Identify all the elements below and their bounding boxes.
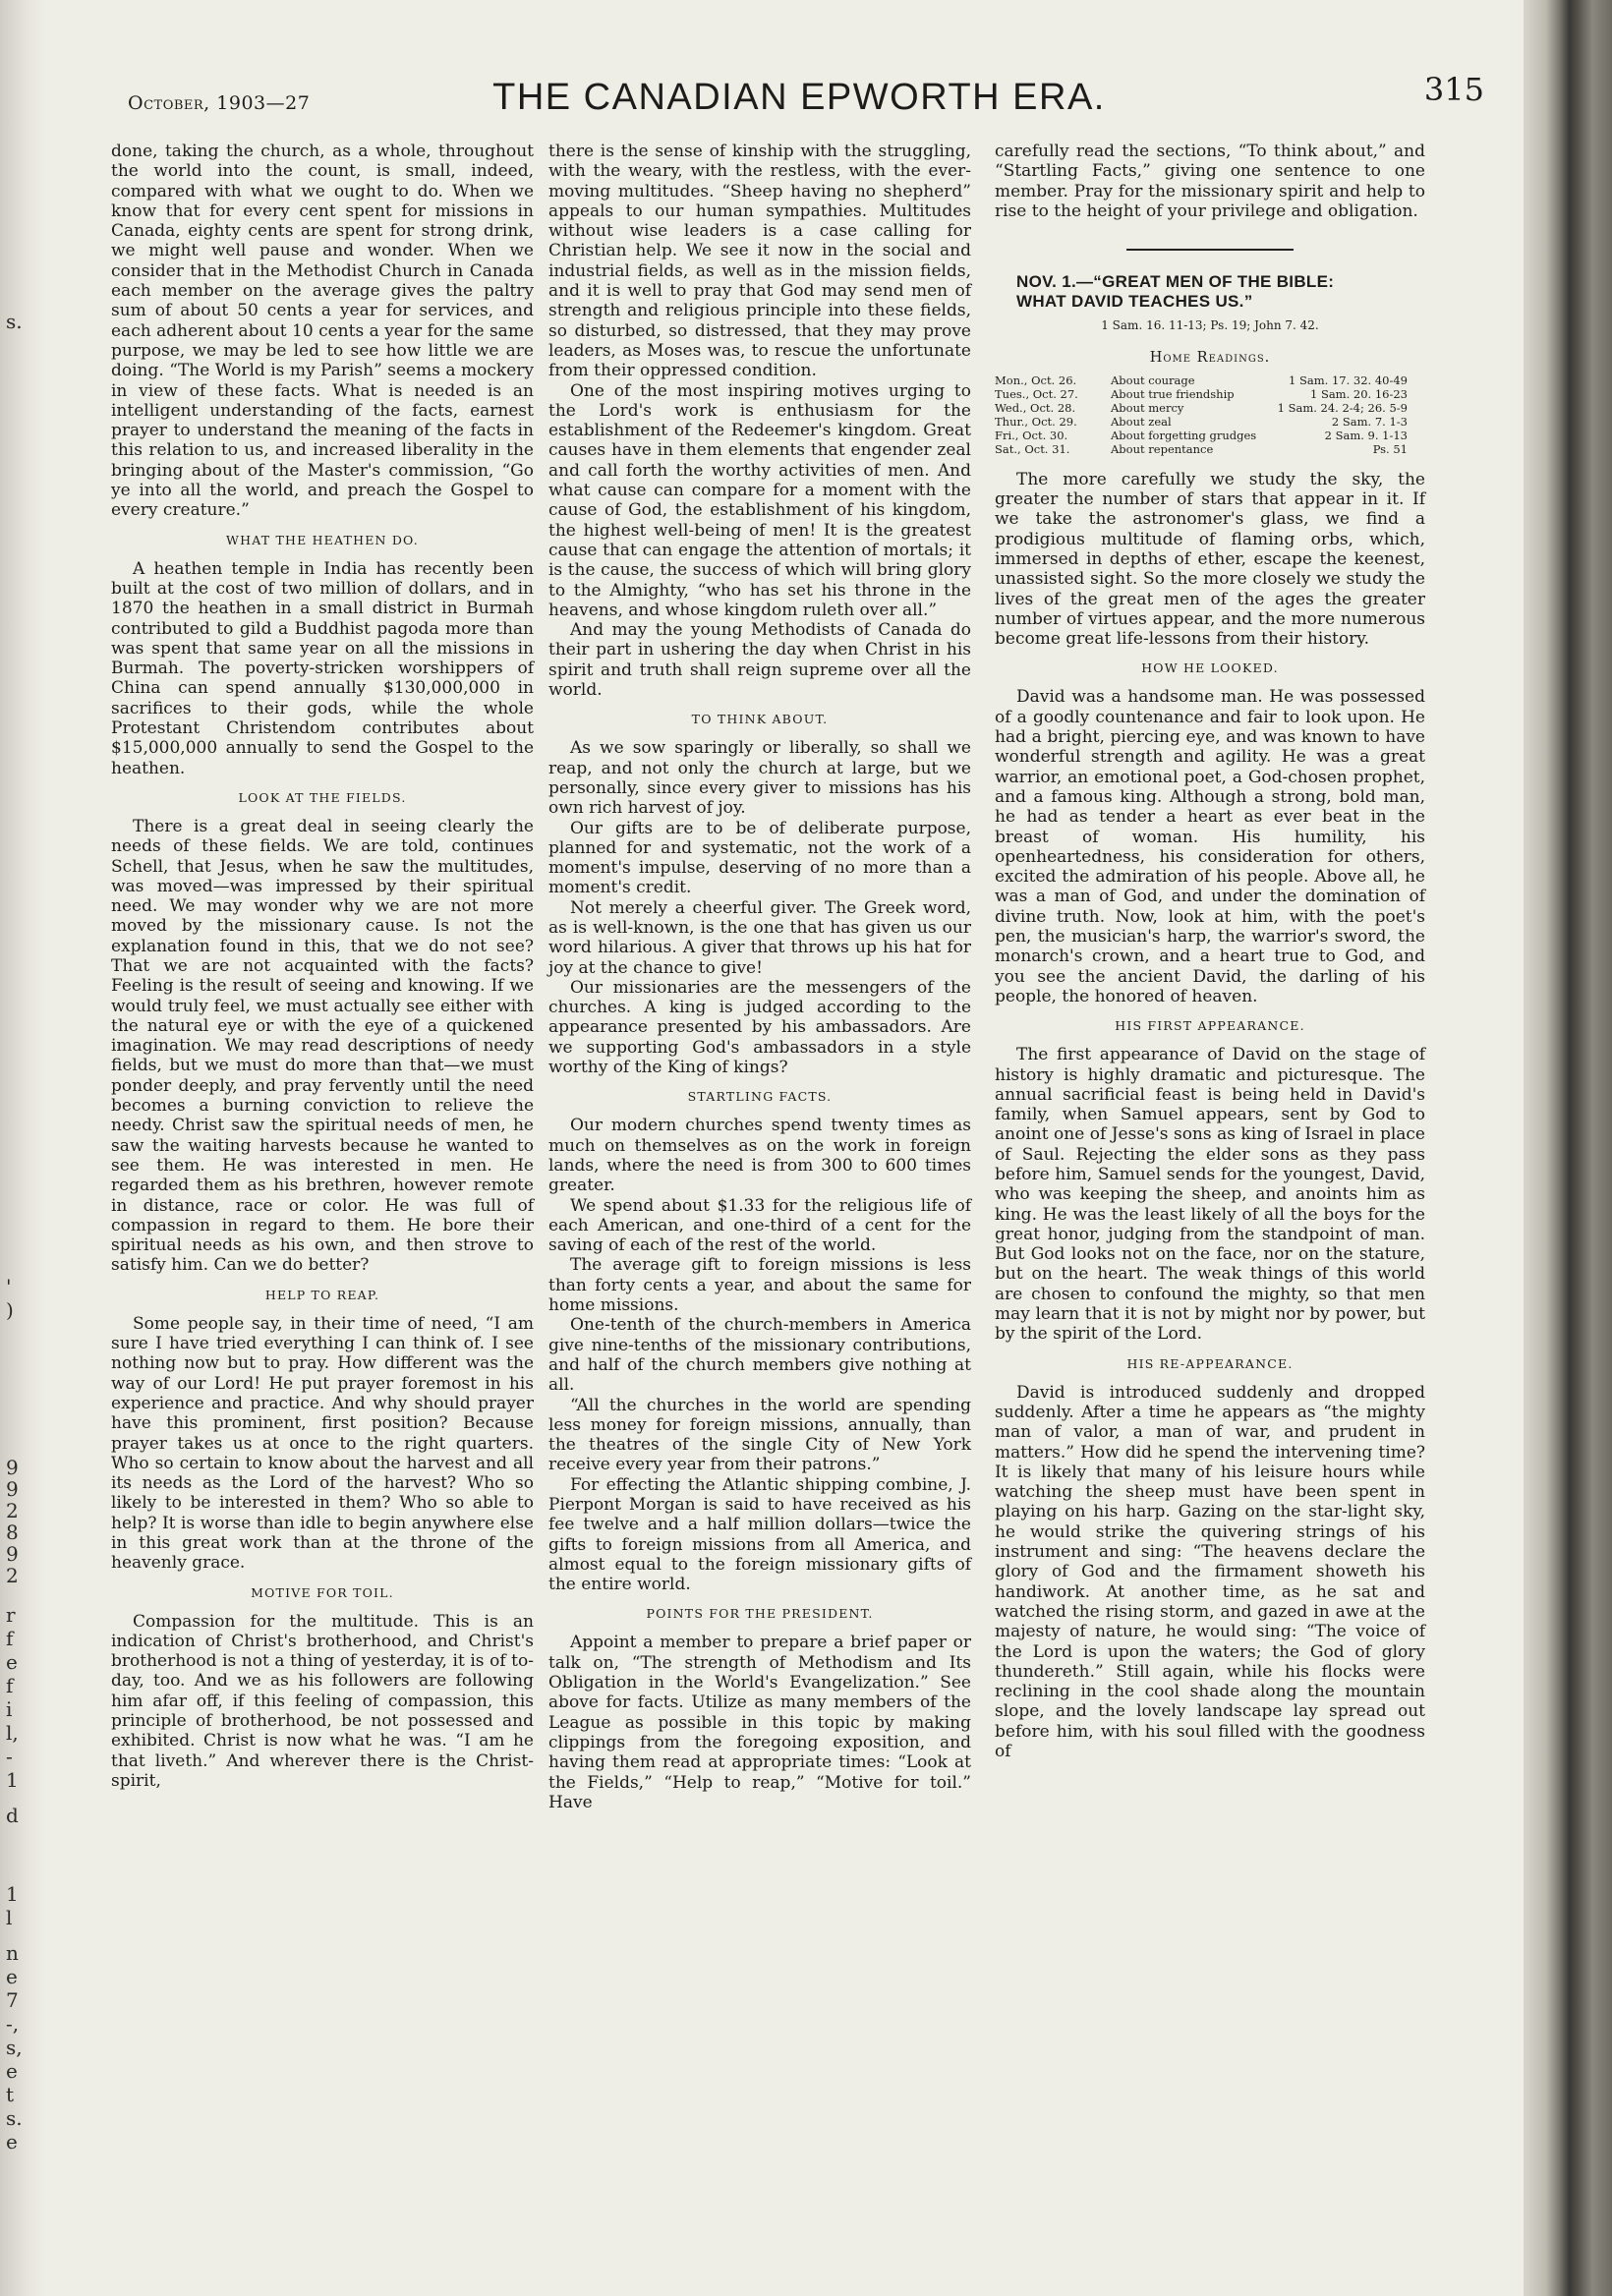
paragraph: Our modern churches spend twenty times as much on themselves as on the work in foreign lands, where the need is from 300 to 600 times greater.: [548, 1116, 971, 1196]
edge-fragment: t: [6, 2083, 15, 2106]
reading-day: Thur., Oct. 29.: [995, 414, 1077, 429]
section-divider: [1126, 249, 1294, 251]
section-heading-president: POINTS FOR THE PRESIDENT.: [646, 1606, 874, 1622]
lesson-title-line-1: NOV. 1.—“GREAT MEN OF THE BIBLE:: [1016, 272, 1335, 292]
reading-ref: Ps. 51: [1372, 441, 1408, 456]
edge-fragment: 9: [6, 1477, 19, 1501]
paragraph: The average gift to foreign missions is less than forty cents a year, and about the same for home missions.: [548, 1255, 971, 1316]
reading-day: Mon., Oct. 26.: [995, 373, 1077, 387]
issue-date: October, 1903—27: [128, 92, 311, 114]
edge-fragment: 1: [6, 1882, 19, 1906]
home-readings-list: [995, 373, 1425, 456]
paragraph: done, taking the church, as a whole, throughout the world into the count, is small, indeed, compared with what we ought to do. When we know that for every cent spent for missions in Canada, eighty cents are spent for strong drink, we might well pause and wonder. When we consider that in the Methodist Church in Canada each member on the average gives the paltry sum of about 50 cents a year for services, and each adherent about 10 cents a year for the same purpose, we may be led to see how little we are doing. “The World is my Parish” seems a mockery in view of these facts. What is needed is an intelligent understanding of the facts, earnest prayer to understand the meaning of the facts in this relation to us, and increased liberality in the bringing about of the Master's commission, “Go ye into all the world, and preach the Gospel to every creature.”: [111, 142, 534, 521]
edge-fragment: s.: [6, 2106, 23, 2130]
edge-fragment: 9: [6, 1542, 19, 1566]
reading-topic: About forgetting grudges: [1111, 428, 1257, 442]
section-heading-heathen: WHAT THE HEATHEN DO.: [226, 532, 419, 547]
reading-topic: About zeal: [1111, 414, 1172, 429]
edge-fragment: 1: [6, 1768, 19, 1792]
masthead-title: THE CANADIAN EPWORTH ERA.: [492, 77, 1106, 118]
paragraph: there is the sense of kinship with the struggling, with the weary, with the restless, with the ever-moving multitudes. “Sheep having no shepherd” appeals to our human sympathies. Multitudes without wise leaders is a case calling for Christian help. We see it now in the social and industrial fields, as well as in the mission fields, and it is well to pray that God may send men of strength and religious principle into these fields, so disturbed, so distressed, that they may prove leaders, as Moses was, to rescue the unfortunate from their oppressed condition.: [548, 142, 971, 381]
edge-fragment: -: [6, 1745, 13, 1768]
edge-fragment: e: [6, 1650, 18, 1674]
paragraph: We spend about $1.33 for the religious life of each American, and one-third of a cent for the saving of each of the rest of the world.: [548, 1195, 971, 1256]
section-heading-fields: LOOK AT THE FIELDS.: [238, 789, 407, 805]
section-heading-toil: MOTIVE FOR TOIL.: [251, 1584, 394, 1600]
paragraph: Some people say, in their time of need, “I am sure I have tried everything I can think of. I see nothing now but to pray. How different was the way of our Lord! He put prayer foremost in his experience and practice. And why should prayer have this prominent, first position? Because prayer takes us at once to the right quarters. Who so certain to know about the harvest and all its needs as the Lord of the harvest? Who so likely to be interested in them? Who so able to help? It is worse than idle to begin anywhere else in this great work than at the throne of the heavenly grace.: [111, 1313, 534, 1574]
edge-fragment: e: [6, 2130, 18, 2153]
edge-fragment: d: [6, 1804, 19, 1827]
reading-topic: About courage: [1111, 373, 1195, 387]
reading-topic: About mercy: [1111, 400, 1184, 415]
lesson-title-line-2: WHAT DAVID TEACHES US.”: [1016, 292, 1253, 312]
section-heading-first-appearance: HIS FIRST APPEARANCE.: [1115, 1018, 1305, 1034]
reading-row: [995, 373, 1425, 387]
section-heading-reappearance: HIS RE-APPEARANCE.: [1126, 1355, 1294, 1371]
page-header: [106, 69, 1492, 128]
column-1: [111, 142, 534, 1791]
edge-fragment: -,: [6, 2012, 20, 2036]
paragraph: There is a great deal in seeing clearly the needs of these fields. We are told, continues Schell, that Jesus, when he saw the multitudes, was moved—was impressed by their spiritual need. We may wonder why we are not more moved by the missionary cause. Is not the explanation found in this, that we do not see? That we are not acquainted with the facts? Feeling is the result of seeing and knowing. If we would truly feel, we must actually see either with the natural eye or with the eye of a quickened imagination. We may read descriptions of needy fields, but we must do more than that—we must ponder deeply, and pray fervently until the need becomes a burning conviction to relieve the needy. Christ saw the spiritual needs of men, he saw the waiting harvests because he wanted to see them. He was interested in men. He regarded them as his brethren, however remote in distance, race or color. He was full of compassion in regard to them. He bore their spiritual needs as his own, and then strove to satisfy him. Can we do better?: [111, 816, 534, 1276]
magazine-page: [106, 69, 1492, 2270]
previous-page-edge: [0, 0, 45, 2296]
reading-row: [995, 429, 1425, 442]
paragraph: As we sow sparingly or liberally, so shall we reap, and not only the church at large, but we personally, since every giver to missions has his own rich harvest of joy.: [548, 738, 971, 819]
edge-fragment: 2: [6, 1564, 19, 1587]
edge-fragment: i: [6, 1697, 13, 1721]
paragraph: “All the churches in the world are spending less money for foreign missions, annually, than the theatres of the single City of New York receive every year from their patrons.”: [548, 1395, 971, 1475]
edge-fragment: s,: [6, 2036, 23, 2059]
home-readings-title: Home Readings.: [1149, 349, 1271, 366]
paragraph: And may the young Methodists of Canada do their part in ushering the day when Christ in his spirit and truth shall reign supreme over all the world.: [548, 620, 971, 701]
paragraph: Compassion for the multitude. This is an indication of Christ's brotherhood, and Christ's brotherhood is not a thing of yesterday, it is of to-day, too. And we as his followers are following him afar off, if this feeling of compassion, this principle of brotherhood, be not possessed and exhibited. Christ is now what he was. “I am he that liveth.” And wherever there is the Christ-spirit,: [111, 1611, 534, 1791]
reading-row: [995, 387, 1425, 401]
section-heading-reap: HELP TO REAP.: [264, 1287, 380, 1302]
edge-fragment: ': [6, 1275, 12, 1298]
edge-fragment: s.: [6, 310, 23, 333]
reading-day: Fri., Oct. 30.: [995, 428, 1068, 442]
edge-fragment: f: [6, 1627, 14, 1650]
reading-row: [995, 415, 1425, 429]
reading-ref: 2 Sam. 7. 1-3: [1331, 414, 1408, 429]
edge-fragment: 8: [6, 1521, 19, 1544]
paragraph: The more carefully we study the sky, the greater the number of stars that appear in it. If we take the astronomer's glass, we find a prodigious multitude of flaming orbs, which, immersed in depths of ether, escape the keenest, unassisted sight. So the more closely we study the lives of the great men of the ages the greater number of virtues appear, and the more numerous become great life-lessons from their history.: [995, 469, 1425, 650]
reading-ref: 1 Sam. 20. 16-23: [1309, 386, 1408, 401]
edge-fragment: l: [6, 1906, 13, 1929]
reading-day: Sat., Oct. 31.: [995, 441, 1070, 456]
edge-fragment: ): [6, 1298, 14, 1322]
edge-fragment: 2: [6, 1499, 19, 1522]
edge-fragment: r: [6, 1603, 16, 1627]
edge-fragment: f: [6, 1674, 14, 1697]
reading-row: [995, 442, 1425, 456]
section-heading-think: TO THINK ABOUT.: [691, 712, 829, 727]
reading-ref: 1 Sam. 17. 32. 40-49: [1289, 373, 1408, 387]
reading-topic: About repentance: [1111, 441, 1214, 456]
paragraph: Our missionaries are the messengers of the churches. A king is judged according to the appearance presented by his ambassadors. Are we supporting God's ambassadors in a style worthy of the King of kings?: [548, 977, 971, 1078]
reading-day: Tues., Oct. 27.: [995, 386, 1078, 401]
edge-fragment: e: [6, 1965, 18, 1988]
paragraph: A heathen temple in India has recently been built at the cost of two million of dollars, and in 1870 the heathen in a small district in Burmah contributed to gild a Buddhist pagoda more than was spent that same year on all the missions in Burmah. The poverty-stricken worshippers of China can spend annually $130,000,000 in sacrifices to their gods, while the whole Protestant Christendom contributes about $15,000,000 annually to send the Gospel to the heathen.: [111, 558, 534, 778]
paragraph: The first appearance of David on the stage of history is highly dramatic and picturesque. The annual sacrificial feast is being held in David's family, when Samuel appears, sent by God to anoint one of Jesse's sons as king of Israel in place of Saul. Rejecting the elder sons as they pass before him, Samuel sends for the youngest, David, who was keeping the sheep, and anoints him as king. He was the least likely of all the boys for the great honor, judging from the standpoint of man. But God looks not on the face, nor on the stature, but on the heart. The weak things of this world are chosen to confound the mighty, so that men may learn that it is not by might nor by power, but by the spirit of the Lord.: [995, 1045, 1425, 1345]
section-heading-facts: STARTLING FACTS.: [687, 1089, 833, 1105]
paragraph: David is introduced suddenly and dropped suddenly. After a time he appears as “the mighty man of valor, a man of war, and prudent in matters.” How did he spend the intervening time? It is likely that many of his leisure hours while watching the sheep must have been spent in playing on his harp. Gazing on the star-light sky, he would strike the quivering strings of his instrument and sing: “The heavens declare the glory of God and the firmament showeth his handiwork. At another time, as he sat and watched the rising storm, and gazed in awe at the majesty of nature, he would sing: “The voice of the Lord is upon the waters; the God of glory thundereth.” Still again, while his flocks were reclining in the cool shade along the mountain slope, and the lovely landscape lay spread out before him, with his soul filled with the goodness of: [995, 1382, 1425, 1761]
reading-ref: 1 Sam. 24. 2-4; 26. 5-9: [1277, 400, 1408, 415]
column-2: [548, 142, 971, 1812]
page-number: 315: [1423, 71, 1484, 108]
edge-fragment: 9: [6, 1456, 19, 1479]
paragraph: Appoint a member to prepare a brief paper or talk on, “The strength of Methodism and Its Obligation in the World's Evangelization.” See above for facts. Utilize as many members of the League as possible in this topic by making clippings from the foregoing exposition, and having them read at appropriate times: “Look at the Fields,” “Help to reap,” “Motive for toil.” Have: [548, 1633, 971, 1812]
reading-topic: About true friendship: [1111, 386, 1235, 401]
edge-fragment: e: [6, 2059, 18, 2083]
paragraph: Our gifts are to be of deliberate purpose, planned for and systematic, not the work of a moment's impulse, deserving of no more than a moment's credit.: [548, 818, 971, 898]
paragraph: Not merely a cheerful giver. The Greek word, as is well-known, is the one that has given us our word hilarious. A giver that throws up his hat for joy at the chance to give!: [548, 897, 971, 978]
paragraph: One-tenth of the church-members in America give nine-tenths of the missionary contributions, and half of the church members give nothing at all.: [548, 1315, 971, 1396]
section-heading-looked: HOW HE LOOKED.: [1141, 660, 1279, 676]
edge-fragment: 7: [6, 1988, 19, 2012]
paragraph: carefully read the sections, “To think about,” and “Startling Facts,” giving one sentence to one member. Pray for the missionary spirit and help to rise to the height of your privilege and obligation.: [995, 142, 1425, 221]
reading-row: [995, 401, 1425, 415]
reading-ref: 2 Sam. 9. 1-13: [1324, 428, 1408, 442]
column-3: [995, 142, 1425, 1761]
edge-fragment: n: [6, 1941, 19, 1965]
edge-fragment: l,: [6, 1721, 19, 1745]
paragraph: For effecting the Atlantic shipping combine, J. Pierpont Morgan is said to have received as his fee twelve and a half million dollars—twice the gifts to foreign missions from all America, and almost equal to the foreign missionary gifts of the entire world.: [548, 1474, 971, 1595]
lesson-scripture-refs: 1 Sam. 16. 11-13; Ps. 19; John 7. 42.: [1101, 317, 1319, 332]
paragraph: David was a handsome man. He was possessed of a goodly countenance and fair to look upon. He had a bright, piercing eye, and was known to have wonderful strength and agility. He was a great warrior, an emotional poet, a God-chosen prophet, and a famous king. Although a strong, bold man, he had as tender a heart as ever beat in the breast of woman. His humility, his openheartedness, his consideration for others, excited the admiration of his people. Above all, he was a man of God, and under the domination of divine truth. Now, look at him, with the poet's pen, the musician's harp, the warrior's sword, the monarch's crown, and a heart true to God, and you see the ancient David, the darling of his people, the honored of heaven.: [995, 687, 1425, 1006]
paragraph: One of the most inspiring motives urging to the Lord's work is enthusiasm for the establishment of the Redeemer's kingdom. Great causes have in them elements that engender zeal and call forth the worthy activities of men. And what cause can compare for a moment with the cause of God, the establishment of his kingdom, the highest well-being of men! It is the greatest cause that can engage the attention of mortals; it is the cause, the success of which will bring glory to the Almighty, “who has set his throne in the heavens, and whose kingdom ruleth over all.”: [548, 380, 971, 620]
reading-day: Wed., Oct. 28.: [995, 400, 1076, 415]
book-binding: [1524, 0, 1612, 2296]
